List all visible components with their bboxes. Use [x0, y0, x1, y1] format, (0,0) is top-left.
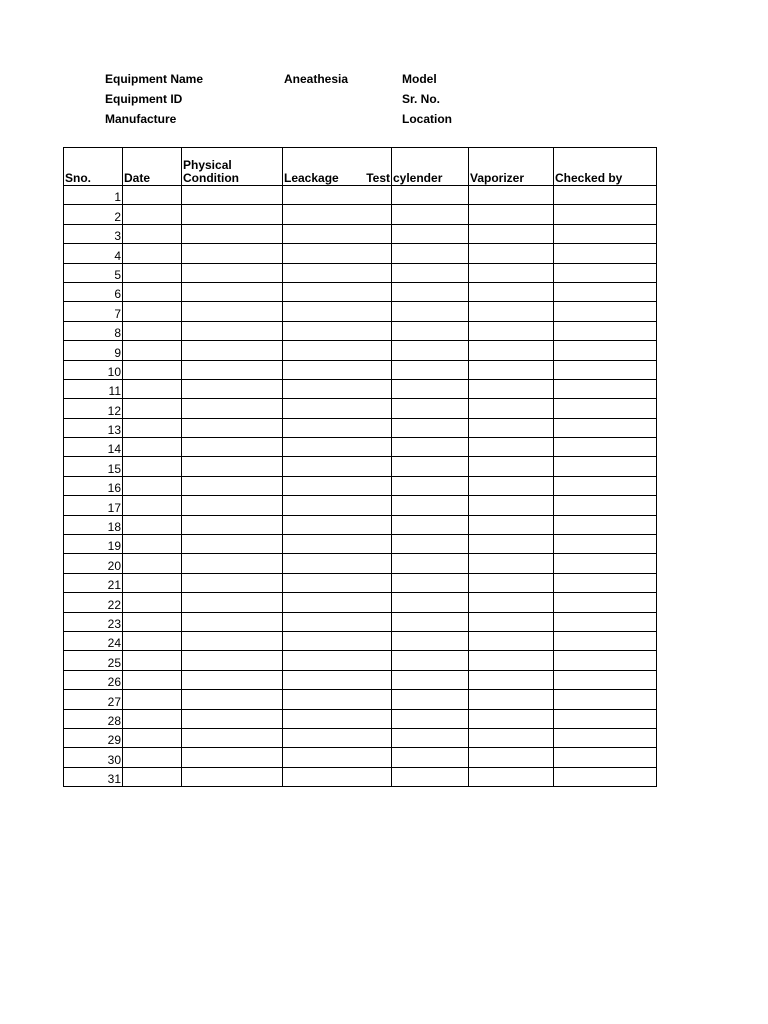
sno-cell: 31	[64, 767, 123, 786]
physical-condition-cell[interactable]	[182, 321, 283, 340]
checked-by-cell[interactable]	[554, 263, 657, 282]
sno-cell: 22	[64, 593, 123, 612]
equipment-name-value: Aneathesia	[284, 72, 349, 86]
leakage-test-cell[interactable]	[283, 690, 392, 709]
sno-cell: 12	[64, 399, 123, 418]
date-cell[interactable]	[123, 631, 182, 650]
date-cell[interactable]	[123, 186, 182, 205]
cylinder-cell[interactable]	[392, 535, 469, 554]
date-cell[interactable]	[123, 573, 182, 592]
physical-condition-cell[interactable]	[182, 457, 283, 476]
date-cell[interactable]	[123, 418, 182, 437]
vaporizer-cell[interactable]	[469, 186, 554, 205]
leakage-test-cell[interactable]	[283, 205, 392, 224]
date-cell[interactable]	[123, 554, 182, 573]
leakage-test-cell[interactable]	[283, 379, 392, 398]
date-cell[interactable]	[123, 535, 182, 554]
equipment-id-label: Equipment ID	[105, 92, 183, 106]
date-cell[interactable]	[123, 341, 182, 360]
date-cell[interactable]	[123, 515, 182, 534]
manufacture-label: Manufacture	[105, 112, 177, 126]
cylinder-cell[interactable]	[392, 360, 469, 379]
physical-condition-cell[interactable]	[182, 728, 283, 747]
vaporizer-cell[interactable]	[469, 573, 554, 592]
vaporizer-cell[interactable]	[469, 631, 554, 650]
checked-by-cell[interactable]	[554, 728, 657, 747]
cylinder-cell[interactable]	[392, 554, 469, 573]
vaporizer-cell[interactable]	[469, 282, 554, 301]
header-leakage-test	[283, 148, 392, 186]
cylinder-cell[interactable]	[392, 476, 469, 495]
table-row	[64, 379, 657, 398]
vaporizer-cell[interactable]	[469, 535, 554, 554]
date-cell[interactable]	[123, 457, 182, 476]
leakage-test-cell[interactable]	[283, 670, 392, 689]
header-leakage: Leackage	[284, 171, 339, 185]
date-cell[interactable]	[123, 612, 182, 631]
date-cell[interactable]	[123, 438, 182, 457]
leakage-test-cell[interactable]	[283, 612, 392, 631]
leakage-test-cell[interactable]	[283, 554, 392, 573]
checked-by-cell[interactable]	[554, 612, 657, 631]
vaporizer-cell[interactable]	[469, 321, 554, 340]
vaporizer-cell[interactable]	[469, 263, 554, 282]
sno-cell: 25	[64, 651, 123, 670]
sr-no-label: Sr. No.	[402, 92, 441, 106]
sno-cell: 24	[64, 631, 123, 650]
leakage-test-cell[interactable]	[283, 438, 392, 457]
cylinder-cell[interactable]	[392, 767, 469, 786]
checked-by-cell[interactable]	[554, 224, 657, 243]
cylinder-cell[interactable]	[392, 728, 469, 747]
sno-cell: 18	[64, 515, 123, 534]
physical-condition-cell[interactable]	[182, 186, 283, 205]
table-row	[64, 651, 657, 670]
table-row	[64, 186, 657, 205]
table-row	[64, 360, 657, 379]
physical-condition-cell[interactable]	[182, 263, 283, 282]
vaporizer-cell[interactable]	[469, 379, 554, 398]
date-cell[interactable]	[123, 360, 182, 379]
sno-cell: 4	[64, 244, 123, 263]
vaporizer-cell[interactable]	[469, 438, 554, 457]
table-row	[64, 728, 657, 747]
table-row	[64, 535, 657, 554]
leakage-test-cell[interactable]	[283, 767, 392, 786]
leakage-test-cell[interactable]	[283, 457, 392, 476]
physical-condition-cell[interactable]	[182, 224, 283, 243]
cylinder-cell[interactable]	[392, 205, 469, 224]
vaporizer-cell[interactable]	[469, 360, 554, 379]
vaporizer-cell[interactable]	[469, 554, 554, 573]
cylinder-cell[interactable]	[392, 515, 469, 534]
physical-condition-cell[interactable]	[182, 205, 283, 224]
cylinder-cell[interactable]	[392, 631, 469, 650]
leakage-test-cell[interactable]	[283, 515, 392, 534]
cylinder-cell[interactable]	[392, 748, 469, 767]
cylinder-cell[interactable]	[392, 651, 469, 670]
leakage-test-cell[interactable]	[283, 341, 392, 360]
checked-by-cell[interactable]	[554, 709, 657, 728]
sno-cell: 20	[64, 554, 123, 573]
cylinder-cell[interactable]	[392, 341, 469, 360]
header-physical-line1: Physical	[183, 158, 232, 172]
checked-by-cell[interactable]	[554, 186, 657, 205]
sno-cell: 10	[64, 360, 123, 379]
checked-by-cell[interactable]	[554, 535, 657, 554]
header-date: Date	[123, 148, 182, 186]
table-row	[64, 554, 657, 573]
sno-cell: 16	[64, 476, 123, 495]
leakage-test-cell[interactable]	[283, 631, 392, 650]
date-cell[interactable]	[123, 476, 182, 495]
sno-cell: 28	[64, 709, 123, 728]
vaporizer-cell[interactable]	[469, 476, 554, 495]
table-row	[64, 244, 657, 263]
table-row	[64, 612, 657, 631]
sno-cell: 7	[64, 302, 123, 321]
sno-cell: 8	[64, 321, 123, 340]
leakage-test-cell[interactable]	[283, 263, 392, 282]
leakage-test-cell[interactable]	[283, 748, 392, 767]
table-row	[64, 593, 657, 612]
date-cell[interactable]	[123, 670, 182, 689]
location-label: Location	[402, 112, 452, 126]
cylinder-cell[interactable]	[392, 399, 469, 418]
table-row	[64, 690, 657, 709]
checked-by-cell[interactable]	[554, 282, 657, 301]
physical-condition-cell[interactable]	[182, 399, 283, 418]
vaporizer-cell[interactable]	[469, 341, 554, 360]
table-row	[64, 205, 657, 224]
model-label: Model	[402, 72, 437, 86]
cylinder-cell[interactable]	[392, 593, 469, 612]
physical-condition-cell[interactable]	[182, 612, 283, 631]
physical-condition-cell[interactable]	[182, 282, 283, 301]
vaporizer-cell[interactable]	[469, 302, 554, 321]
checked-by-cell[interactable]	[554, 670, 657, 689]
cylinder-cell[interactable]	[392, 670, 469, 689]
checked-by-cell[interactable]	[554, 457, 657, 476]
vaporizer-cell[interactable]	[469, 418, 554, 437]
table-row	[64, 476, 657, 495]
sno-cell: 21	[64, 573, 123, 592]
date-cell[interactable]	[123, 496, 182, 515]
table-row	[64, 670, 657, 689]
cylinder-cell[interactable]	[392, 224, 469, 243]
physical-condition-cell[interactable]	[182, 709, 283, 728]
cylinder-cell[interactable]	[392, 282, 469, 301]
checked-by-cell[interactable]	[554, 767, 657, 786]
date-cell[interactable]	[123, 748, 182, 767]
leakage-test-cell[interactable]	[283, 476, 392, 495]
date-cell[interactable]	[123, 282, 182, 301]
leakage-test-cell[interactable]	[283, 728, 392, 747]
checked-by-cell[interactable]	[554, 651, 657, 670]
checked-by-cell[interactable]	[554, 341, 657, 360]
vaporizer-cell[interactable]	[469, 244, 554, 263]
date-cell[interactable]	[123, 244, 182, 263]
leakage-test-cell[interactable]	[283, 418, 392, 437]
sno-cell: 19	[64, 535, 123, 554]
cylinder-cell[interactable]	[392, 186, 469, 205]
sno-cell: 30	[64, 748, 123, 767]
leakage-test-cell[interactable]	[283, 302, 392, 321]
table-row	[64, 496, 657, 515]
table-row	[64, 321, 657, 340]
table-row	[64, 631, 657, 650]
leakage-test-cell[interactable]	[283, 573, 392, 592]
leakage-test-cell[interactable]	[283, 321, 392, 340]
checked-by-cell[interactable]	[554, 476, 657, 495]
leakage-test-cell[interactable]	[283, 709, 392, 728]
table-row	[64, 399, 657, 418]
physical-condition-cell[interactable]	[182, 748, 283, 767]
vaporizer-cell[interactable]	[469, 767, 554, 786]
physical-condition-cell[interactable]	[182, 670, 283, 689]
sno-cell: 6	[64, 282, 123, 301]
physical-condition-cell[interactable]	[182, 690, 283, 709]
leakage-test-cell[interactable]	[283, 496, 392, 515]
cylinder-cell[interactable]	[392, 612, 469, 631]
sno-cell: 1	[64, 186, 123, 205]
cylinder-cell[interactable]	[392, 709, 469, 728]
cylinder-cell[interactable]	[392, 573, 469, 592]
table-row	[64, 341, 657, 360]
leakage-test-cell[interactable]	[283, 244, 392, 263]
leakage-test-cell[interactable]	[283, 186, 392, 205]
vaporizer-cell[interactable]	[469, 496, 554, 515]
checked-by-cell[interactable]	[554, 244, 657, 263]
sno-cell: 11	[64, 379, 123, 398]
physical-condition-cell[interactable]	[182, 515, 283, 534]
sno-cell: 5	[64, 263, 123, 282]
checked-by-cell[interactable]	[554, 360, 657, 379]
vaporizer-cell[interactable]	[469, 515, 554, 534]
equipment-name-label: Equipment Name	[105, 72, 204, 86]
physical-condition-cell[interactable]	[182, 554, 283, 573]
table-row	[64, 709, 657, 728]
table-row	[64, 282, 657, 301]
header-sno: Sno.	[64, 148, 123, 186]
physical-condition-cell[interactable]	[182, 360, 283, 379]
date-cell[interactable]	[123, 728, 182, 747]
checked-by-cell[interactable]	[554, 748, 657, 767]
date-cell[interactable]	[123, 302, 182, 321]
physical-condition-cell[interactable]	[182, 593, 283, 612]
table-row	[64, 748, 657, 767]
sno-cell: 2	[64, 205, 123, 224]
sno-cell: 17	[64, 496, 123, 515]
checked-by-cell[interactable]	[554, 302, 657, 321]
vaporizer-cell[interactable]	[469, 651, 554, 670]
sno-cell: 9	[64, 341, 123, 360]
checked-by-cell[interactable]	[554, 593, 657, 612]
date-cell[interactable]	[123, 593, 182, 612]
physical-condition-cell[interactable]	[182, 341, 283, 360]
physical-condition-cell[interactable]	[182, 573, 283, 592]
checked-by-cell[interactable]	[554, 418, 657, 437]
date-cell[interactable]	[123, 690, 182, 709]
date-cell[interactable]	[123, 205, 182, 224]
vaporizer-cell[interactable]	[469, 670, 554, 689]
date-cell[interactable]	[123, 321, 182, 340]
cylinder-cell[interactable]	[392, 244, 469, 263]
vaporizer-cell[interactable]	[469, 399, 554, 418]
leakage-test-cell[interactable]	[283, 651, 392, 670]
date-cell[interactable]	[123, 399, 182, 418]
physical-condition-cell[interactable]	[182, 535, 283, 554]
leakage-test-cell[interactable]	[283, 360, 392, 379]
checked-by-cell[interactable]	[554, 573, 657, 592]
leakage-test-cell[interactable]	[283, 282, 392, 301]
vaporizer-cell[interactable]	[469, 748, 554, 767]
date-cell[interactable]	[123, 709, 182, 728]
header-checked-by: Checked by	[554, 148, 657, 186]
cylinder-cell[interactable]	[392, 263, 469, 282]
cylinder-cell[interactable]	[392, 379, 469, 398]
physical-condition-cell[interactable]	[182, 767, 283, 786]
sno-cell: 3	[64, 224, 123, 243]
leakage-test-cell[interactable]	[283, 593, 392, 612]
sno-cell: 27	[64, 690, 123, 709]
header-test: Test	[366, 171, 390, 185]
date-cell[interactable]	[123, 224, 182, 243]
date-cell[interactable]	[123, 263, 182, 282]
physical-condition-cell[interactable]	[182, 244, 283, 263]
header-row	[64, 148, 657, 186]
table-row	[64, 438, 657, 457]
physical-condition-cell[interactable]	[182, 496, 283, 515]
cylinder-cell[interactable]	[392, 302, 469, 321]
leakage-test-cell[interactable]	[283, 399, 392, 418]
checked-by-cell[interactable]	[554, 438, 657, 457]
sno-cell: 23	[64, 612, 123, 631]
table-row	[64, 573, 657, 592]
table-row	[64, 224, 657, 243]
vaporizer-cell[interactable]	[469, 690, 554, 709]
sno-cell: 14	[64, 438, 123, 457]
cylinder-cell[interactable]	[392, 321, 469, 340]
checked-by-cell[interactable]	[554, 496, 657, 515]
header-vaporizer: Vaporizer	[469, 148, 554, 186]
physical-condition-cell[interactable]	[182, 651, 283, 670]
maintenance-log-table	[63, 147, 657, 787]
checked-by-cell[interactable]	[554, 205, 657, 224]
cylinder-cell[interactable]	[392, 457, 469, 476]
checked-by-cell[interactable]	[554, 631, 657, 650]
table-row	[64, 515, 657, 534]
table-row	[64, 457, 657, 476]
checked-by-cell[interactable]	[554, 399, 657, 418]
vaporizer-cell[interactable]	[469, 224, 554, 243]
cylinder-cell[interactable]	[392, 438, 469, 457]
checked-by-cell[interactable]	[554, 554, 657, 573]
header-cylinder: cylender	[392, 148, 469, 186]
cylinder-cell[interactable]	[392, 690, 469, 709]
sno-cell: 13	[64, 418, 123, 437]
sno-cell: 26	[64, 670, 123, 689]
vaporizer-cell[interactable]	[469, 728, 554, 747]
checked-by-cell[interactable]	[554, 690, 657, 709]
table-row	[64, 767, 657, 786]
cylinder-cell[interactable]	[392, 496, 469, 515]
header-physical-line2: Condition	[183, 171, 239, 185]
vaporizer-cell[interactable]	[469, 593, 554, 612]
leakage-test-cell[interactable]	[283, 224, 392, 243]
physical-condition-cell[interactable]	[182, 379, 283, 398]
date-cell[interactable]	[123, 379, 182, 398]
leakage-test-cell[interactable]	[283, 535, 392, 554]
vaporizer-cell[interactable]	[469, 709, 554, 728]
table-row	[64, 263, 657, 282]
date-cell[interactable]	[123, 651, 182, 670]
cylinder-cell[interactable]	[392, 418, 469, 437]
table-row	[64, 302, 657, 321]
checked-by-cell[interactable]	[554, 515, 657, 534]
checked-by-cell[interactable]	[554, 379, 657, 398]
vaporizer-cell[interactable]	[469, 205, 554, 224]
physical-condition-cell[interactable]	[182, 302, 283, 321]
vaporizer-cell[interactable]	[469, 612, 554, 631]
sno-cell: 15	[64, 457, 123, 476]
log-body	[64, 186, 657, 787]
physical-condition-cell[interactable]	[182, 438, 283, 457]
date-cell[interactable]	[123, 767, 182, 786]
physical-condition-cell[interactable]	[182, 476, 283, 495]
physical-condition-cell[interactable]	[182, 631, 283, 650]
header-physical-condition	[182, 148, 283, 186]
checked-by-cell[interactable]	[554, 321, 657, 340]
table-row	[64, 418, 657, 437]
sno-cell: 29	[64, 728, 123, 747]
vaporizer-cell[interactable]	[469, 457, 554, 476]
physical-condition-cell[interactable]	[182, 418, 283, 437]
